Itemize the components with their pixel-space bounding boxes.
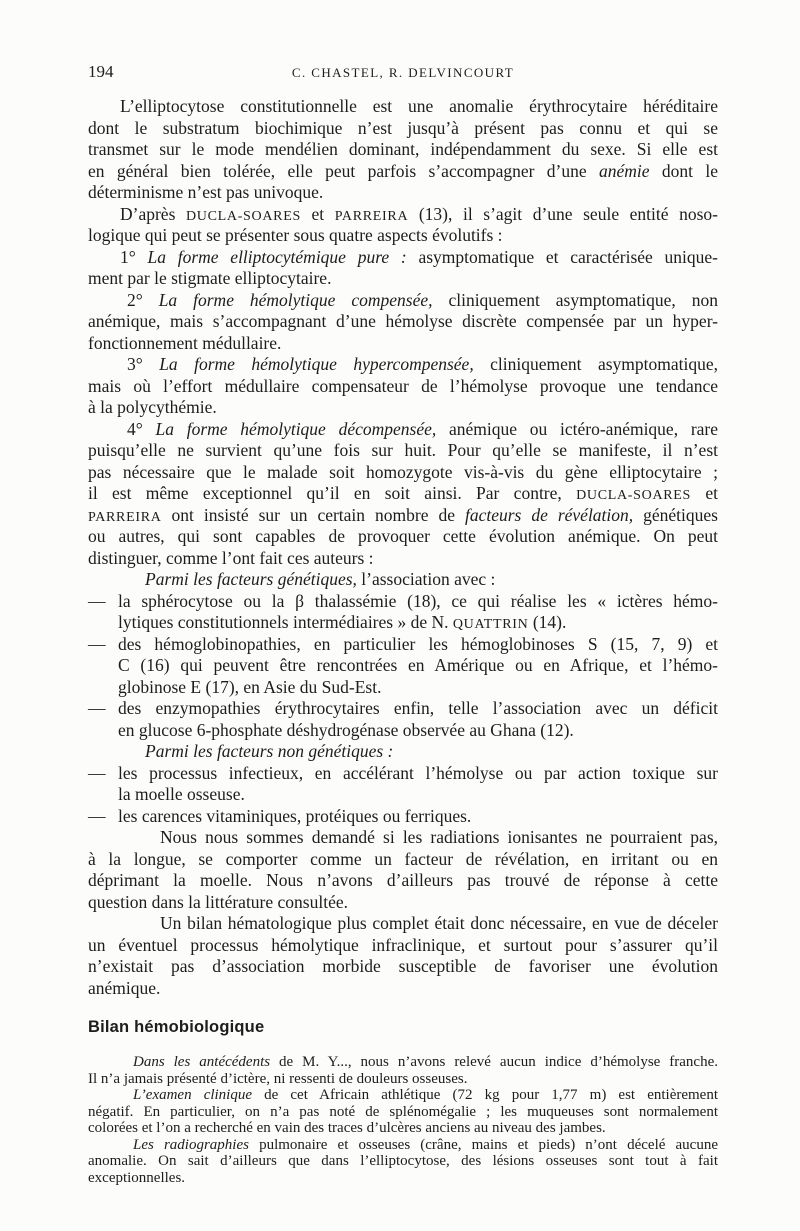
- text-line: Il n’a jamais présenté d’ictère, ni ressenti de douleurs osseuses.: [88, 1070, 468, 1087]
- text-line: distinguer, comme l’ont fait ces auteurs :: [88, 547, 374, 568]
- text-line: mais où l’effort médullaire compensateur de l’hémolyse provoque une tendance: [88, 375, 718, 396]
- text-line: en glucose 6-phosphate déshydrogénase observée au Ghana (12).: [118, 719, 574, 740]
- text-line: [88, 483, 718, 505]
- italic-term: La forme hémolytique hypercompensée,: [159, 354, 474, 374]
- text-line: [88, 161, 718, 183]
- text-line: n’existait pas d’association morbide susceptible de favoriser une évolution: [88, 956, 718, 976]
- text-segment: lytiques constitutionnels intermédiaires » de N.: [118, 612, 453, 632]
- text-line: [88, 247, 718, 269]
- author-name: PARREIRA: [88, 509, 162, 525]
- text-segment: cliniquement asymptomatique,: [473, 354, 718, 374]
- paragraph-hematologic-workup: [88, 913, 718, 999]
- text-line: un éventuel processus hémolytique infraclinique, et surtout pour s’assurer qu’il: [88, 934, 718, 955]
- text-line: fonctionnement médullaire.: [88, 332, 282, 353]
- text-line: [88, 354, 718, 376]
- text-segment: la sphérocytose ou la β thalassémie (18), ce qui réalise les « ictères hémo-: [118, 590, 718, 611]
- em-dash-marker: —: [88, 805, 106, 826]
- author-name: PARREIRA: [334, 208, 409, 224]
- text-segment: cliniquement asymptomatique, non: [432, 289, 719, 310]
- italic-term: La forme elliptocytémique pure :: [147, 246, 407, 267]
- small-print-notes: [88, 1054, 718, 1186]
- text-line: anomalie. On sait d’ailleurs que dans l’elliptocytose, des lésions osseuses sont tout à fait: [88, 1153, 718, 1169]
- text-line: ou autres, qui sont capables de provoquer cette évolution anémique. On peut: [88, 526, 718, 546]
- list-item: [88, 806, 718, 828]
- em-dash-marker: —: [88, 762, 106, 783]
- list-item-line: [88, 763, 718, 785]
- text-segment: de M. Y..., nous n’avons relevé aucun indice d’hémolyse franche.: [270, 1054, 718, 1070]
- em-dash-marker: —: [88, 633, 106, 654]
- text-line: [88, 1137, 718, 1154]
- note-paragraph: [88, 1137, 718, 1187]
- italic-term: La forme hémolytique compensée,: [158, 289, 433, 310]
- paragraph-form-2: [88, 290, 718, 355]
- paragraph-form-3: [88, 354, 718, 419]
- text-segment: en général bien tolérée, elle peut parfois s’accompagner d’une: [88, 160, 599, 181]
- text-line: [88, 1054, 718, 1071]
- paragraph-aspects: [88, 204, 718, 247]
- text-segment: des hémoglobinopathies, en particulier les hémoglobinoses S (15, 7, 9) et: [118, 633, 718, 654]
- italic-term: Dans les antécédents: [133, 1054, 271, 1070]
- list-item: [88, 763, 718, 806]
- text-line: à la polycythémie.: [88, 397, 217, 417]
- text-line: négatif. En particulier, on n’a pas noté de splénomégalie ; les muqueuses sont normalement: [88, 1103, 718, 1120]
- text-segment: anémique ou ictéro-anémique, rare: [436, 418, 719, 439]
- list-number: 3°: [127, 354, 160, 374]
- text-segment: les carences vitaminiques, protéiques ou ferriques.: [118, 805, 472, 826]
- list-item-line: [88, 806, 718, 828]
- text-line: [88, 290, 718, 312]
- list-item-line: [88, 591, 718, 613]
- list-number: 2°: [127, 289, 159, 310]
- text-segment: asymptomatique et caractérisée unique-: [406, 246, 719, 267]
- list-number: 1°: [120, 246, 148, 267]
- text-line: la moelle osseuse.: [118, 784, 245, 804]
- list-item: [88, 698, 718, 741]
- note-paragraph: [88, 1054, 718, 1087]
- text-line: déterminisme n’est pas univoque.: [88, 182, 324, 202]
- text-line: L’elliptocytose constitutionnelle est une anomalie érythrocytaire héréditaire: [120, 96, 718, 116]
- page-number: 194: [88, 62, 114, 81]
- text-line: Un bilan hématologique plus complet était donc nécessaire, en vue de déceler: [160, 913, 718, 933]
- text-line: Parmi les facteurs non génétiques :: [145, 741, 394, 761]
- text-segment: dont le: [649, 160, 718, 181]
- author-name: DUCLA-SOARES: [185, 208, 301, 224]
- italic-term: La forme hémolytique décompensée,: [155, 418, 437, 439]
- paragraph-radiation-question: [88, 827, 718, 913]
- author-name: QUATTRIN: [452, 617, 529, 632]
- text-segment: l’association avec :: [356, 569, 496, 589]
- text-line: globinose E (17), en Asie du Sud-Est.: [118, 676, 382, 697]
- italic-term: anémie: [599, 160, 650, 181]
- italic-term: Les radiographies: [133, 1136, 249, 1153]
- text-segment: ont insisté sur un certain nombre de: [161, 504, 465, 525]
- italic-term: facteurs de révélation,: [464, 504, 634, 525]
- text-line: [88, 419, 718, 441]
- running-head-authors: C. CHASTEL, R. DELVINCOURT: [291, 65, 515, 80]
- running-header: [88, 62, 718, 82]
- text-line: question dans la littérature consultée.: [88, 891, 348, 912]
- text-line: logique qui peut se présenter sous quatre aspects évolutifs :: [88, 225, 503, 245]
- section-heading: Bilan hémobiologique: [88, 1018, 265, 1036]
- text-segment: pulmonaire et osseuses (crâne, mains et pieds) n’ont décelé aucune: [248, 1136, 718, 1153]
- text-line: dont le substratum biochimique n’est jusqu’à présent pas connu et qui se: [88, 117, 718, 138]
- author-name: DUCLA-SOARES: [576, 488, 692, 503]
- paragraph-form-1: [88, 247, 718, 290]
- italic-term: Parmi les facteurs génétiques,: [145, 569, 357, 589]
- text-line: déprimant la moelle. Nous n’avons d’ailleurs pas trouvé de réponse à cette: [88, 870, 718, 890]
- text-segment: de cet Africain athlétique (72 kg pour 1,77 m) est entièrement: [252, 1087, 718, 1103]
- em-dash-marker: —: [88, 590, 106, 611]
- text-line: [88, 569, 718, 591]
- text-line: pas nécessaire que le malade soit homozygote vis-à-vis du gène elliptocytaire ;: [88, 461, 718, 482]
- text-line: à la longue, se comporter comme un facteur de révélation, en irritant ou en: [88, 848, 718, 869]
- text-line: puisqu’elle ne survient qu’une fois sur huit. Pour qu’elle se manifeste, il n’est: [88, 440, 718, 460]
- italic-term: L’examen clinique: [133, 1087, 253, 1103]
- paragraph-non-genetic-factors: [88, 741, 718, 763]
- text-segment: et: [691, 483, 718, 503]
- em-dash-marker: —: [88, 698, 106, 718]
- paragraph-intro: [88, 96, 718, 204]
- text-line: transmet sur le mode mendélien dominant, indépendamment du sexe. Si elle est: [88, 139, 718, 159]
- text-line: anémique, mais s’accompagnant d’une hémolyse discrète compensée par un hyper-: [88, 311, 718, 331]
- text-line: colorées et l’on a recherché en vain des traces d’ulcères anciens au niveau des jambes.: [88, 1120, 606, 1136]
- text-segment: les processus infectieux, en accélérant l’hémolyse ou par action toxique sur: [118, 762, 718, 783]
- list-item-line: [88, 698, 718, 720]
- text-line: [88, 204, 718, 226]
- text-segment: (13), il s’agit d’une seule entité noso-: [408, 203, 718, 224]
- text-line: C (16) qui peuvent être rencontrées en Amérique ou en Afrique, et l’hémo-: [118, 655, 718, 675]
- text-segment: des enzymopathies érythrocytaires enfin, telle l’association avec un déficit: [118, 698, 718, 718]
- list-number: 4°: [127, 418, 156, 439]
- list-item-line: [88, 634, 718, 656]
- paragraph-genetic-factors: [88, 569, 718, 591]
- text-segment: D’après: [120, 203, 186, 224]
- paragraph-form-4: [88, 419, 718, 570]
- list-item: [88, 591, 718, 634]
- text-segment: (14).: [528, 612, 567, 632]
- text-line: Nous nous sommes demandé si les radiations ionisantes ne pourraient pas,: [160, 827, 718, 847]
- text-line: [88, 1087, 718, 1104]
- note-paragraph: [88, 1087, 718, 1137]
- main-text: [88, 96, 718, 999]
- text-line: [88, 505, 718, 527]
- text-segment: et: [300, 203, 335, 224]
- list-item: [88, 634, 718, 699]
- text-line: [88, 612, 718, 634]
- text-segment: il est même exceptionnel qu’il en soit ainsi. Par contre,: [88, 483, 577, 503]
- text-line: anémique.: [88, 977, 161, 998]
- text-line: exceptionnelles.: [88, 1169, 186, 1186]
- text-segment: génétiques: [633, 504, 718, 525]
- text-line: ment par le stigmate elliptocytaire.: [88, 268, 332, 288]
